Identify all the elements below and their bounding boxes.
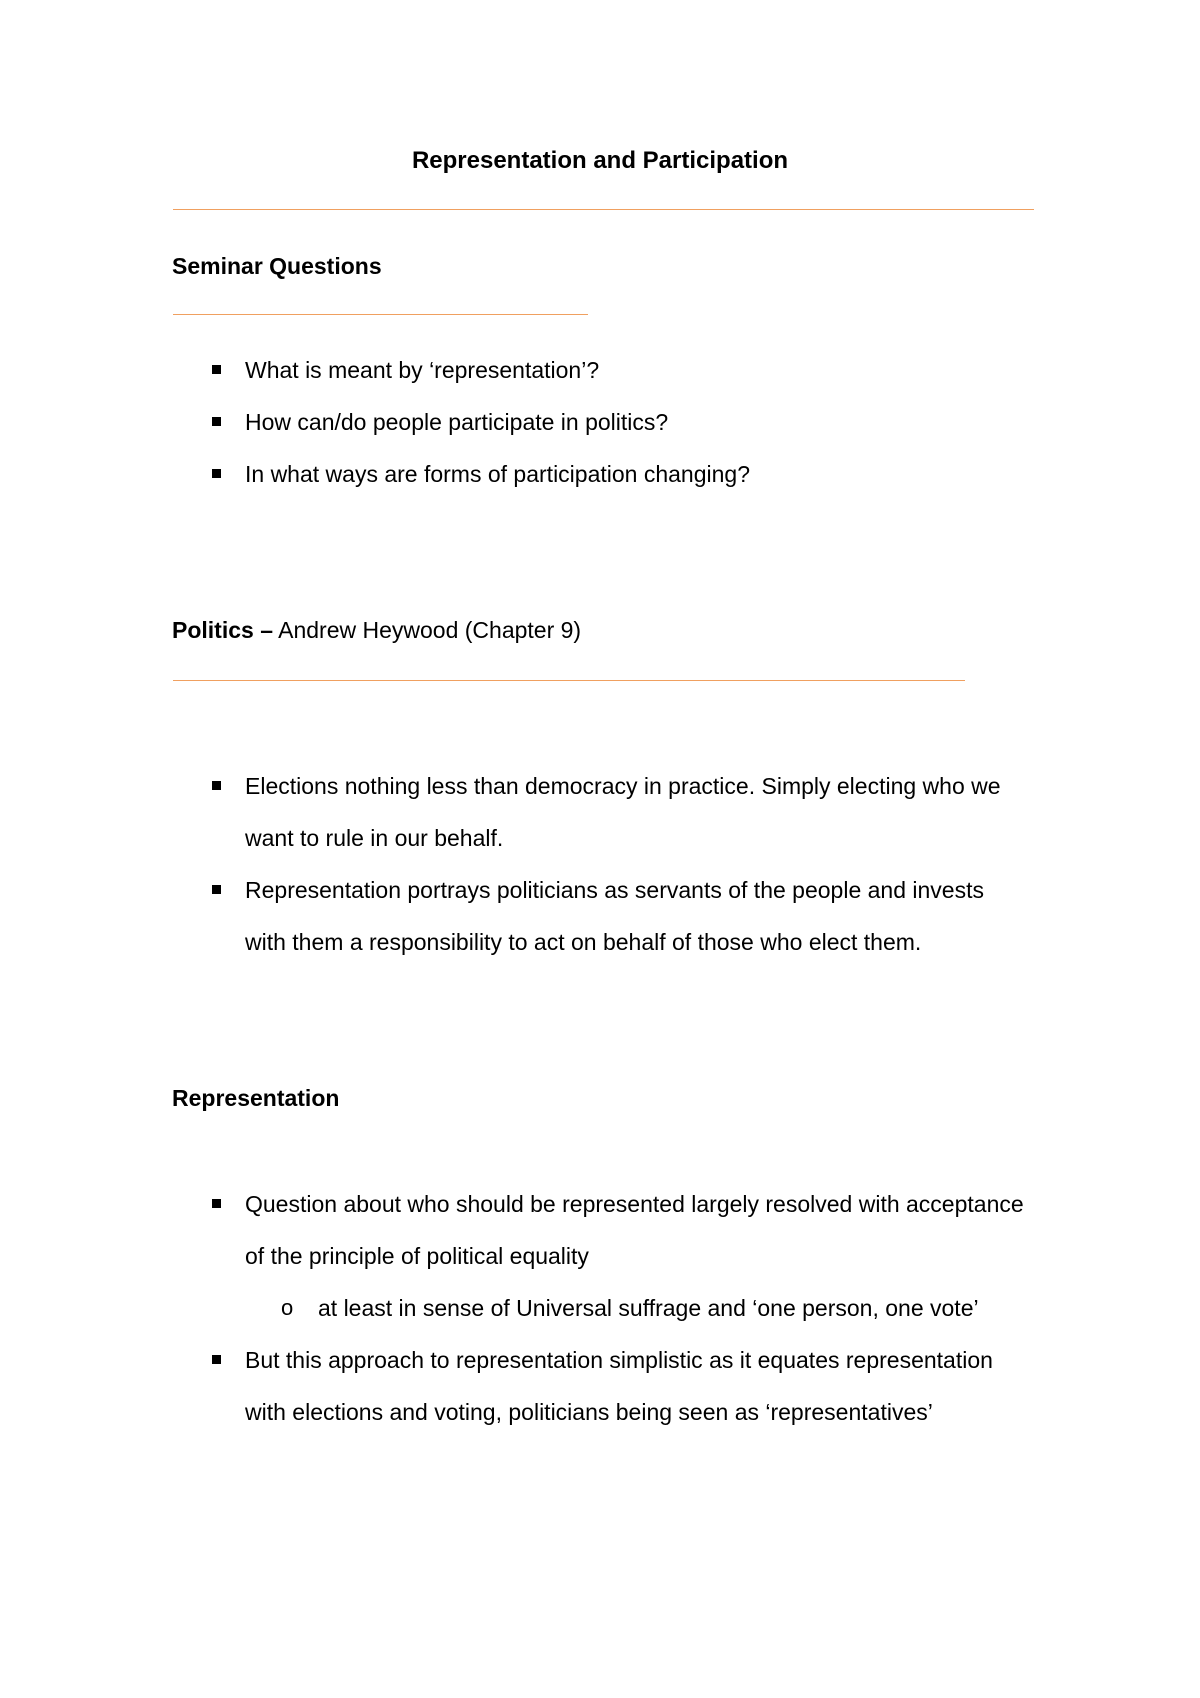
list-item	[245, 760, 1025, 864]
list-item-text: How can/do people participate in politics?	[245, 409, 669, 435]
list-item-text: Question about who should be represented largely resolved with acceptance of the principle of political equality	[245, 1191, 1024, 1269]
title-rule	[173, 209, 1034, 210]
list-item-text: But this approach to representation simplistic as it equates representation with elections and voting, politicians being seen as ‘representatives’	[245, 1347, 993, 1425]
list-item	[245, 448, 1025, 500]
circle-bullet-icon: o	[281, 1295, 294, 1320]
list-item	[245, 1334, 1025, 1438]
politics-heading-rest: Andrew Heywood (Chapter 9)	[272, 617, 582, 643]
politics-heading-bold: Politics –	[172, 617, 273, 643]
list-item-text: In what ways are forms of participation changing?	[245, 461, 750, 487]
representation-heading	[172, 1083, 339, 1113]
square-bullet-icon	[212, 1199, 221, 1208]
list-item	[245, 864, 1025, 968]
seminar-questions-list	[0, 344, 780, 500]
square-bullet-icon	[212, 1355, 221, 1364]
seminar-questions-heading	[172, 251, 382, 281]
politics-heading	[172, 615, 581, 645]
square-bullet-icon	[212, 781, 221, 790]
list-item	[245, 396, 1025, 448]
representation-heading-text: Representation	[172, 1085, 340, 1111]
list-item-text: Elections nothing less than democracy in practice. Simply electing who we want to rule in our behalf.	[245, 773, 1001, 851]
square-bullet-icon	[212, 469, 221, 478]
square-bullet-icon	[212, 885, 221, 894]
square-bullet-icon	[212, 365, 221, 374]
sub-list-item	[281, 1282, 1018, 1334]
politics-rule	[173, 680, 965, 681]
list-item-text: What is meant by ‘representation’?	[245, 357, 600, 383]
representation-list	[0, 1178, 1024, 1438]
seminar-questions-heading-text: Seminar Questions	[172, 253, 382, 279]
list-item	[245, 1178, 1025, 1282]
sub-list-item-text: at least in sense of Universal suffrage and ‘one person, one vote’	[318, 1295, 979, 1321]
list-item	[245, 344, 1025, 396]
square-bullet-icon	[212, 417, 221, 426]
document-title: Representation and Participation	[411, 147, 789, 174]
politics-list	[0, 760, 1001, 968]
list-item-text: Representation portrays politicians as servants of the people and invests with them a responsibility to act on behalf of those who elect them.	[245, 877, 984, 955]
seminar-questions-rule	[173, 314, 588, 315]
